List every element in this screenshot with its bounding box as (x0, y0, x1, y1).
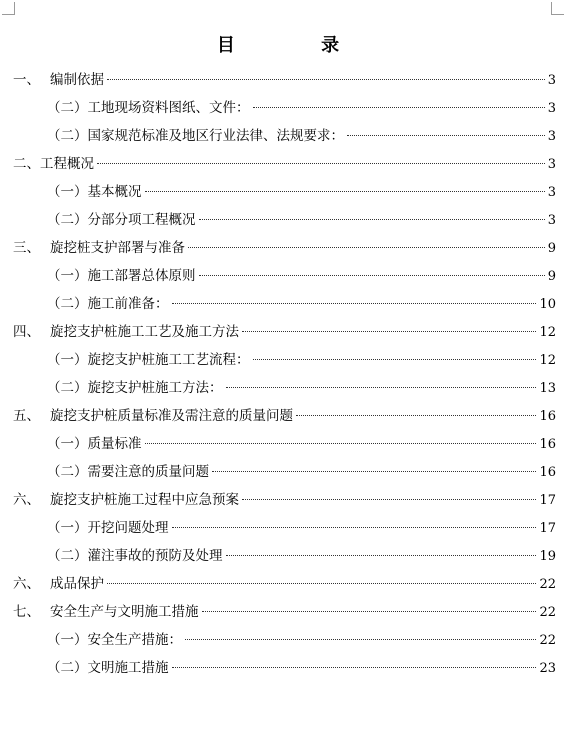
toc-entry-page-number: 13 (539, 381, 556, 396)
toc-entry-page-number: 9 (547, 241, 556, 256)
toc-subsection-entry[interactable] (13, 206, 556, 234)
toc-subsection-entry[interactable] (13, 262, 556, 290)
toc-entry-page-number: 3 (547, 101, 556, 116)
toc-entry-number: 五、 (13, 408, 40, 424)
toc-entry-label: （二）国家规范标准及地区行业法律、法规要求： (47, 128, 344, 144)
toc-dot-leader (172, 667, 537, 668)
toc-subsection-entry[interactable] (13, 514, 556, 542)
toc-section-entry[interactable] (13, 570, 556, 598)
toc-section-entry[interactable] (13, 598, 556, 626)
toc-subsection-entry[interactable] (13, 122, 556, 150)
toc-entry-page-number: 17 (539, 521, 556, 536)
toc-subsection-entry[interactable] (13, 430, 556, 458)
toc-dot-leader (199, 219, 545, 220)
toc-entry-number: 六、 (13, 492, 40, 508)
toc-subsection-entry[interactable] (13, 94, 556, 122)
toc-dot-leader (185, 639, 536, 640)
toc-entry-page-number: 22 (539, 577, 556, 592)
toc-entry-page-number: 12 (539, 353, 556, 368)
toc-entry-number: 四、 (13, 324, 40, 340)
toc-entry-number: 三、 (13, 240, 40, 256)
toc-dot-leader (107, 583, 536, 584)
toc-entry-label: 旋挖支护桩施工过程中应急预案 (50, 492, 239, 508)
toc-entry-label: （二）分部分项工程概况 (47, 212, 196, 228)
toc-dot-leader (145, 443, 537, 444)
toc-entry-label: （二）灌注事故的预防及处理 (47, 548, 223, 564)
toc-dot-leader (202, 611, 537, 612)
toc-entry-label: （一）施工部署总体原则 (47, 268, 196, 284)
toc-dot-leader (253, 107, 545, 108)
toc-subsection-entry[interactable] (13, 178, 556, 206)
toc-entry-page-number: 16 (539, 437, 556, 452)
toc-entry-page-number: 9 (547, 269, 556, 284)
toc-entry-page-number: 16 (539, 409, 556, 424)
toc-entry-number: 六、 (13, 576, 40, 592)
toc-entry-label: 安全生产与文明施工措施 (50, 604, 199, 620)
toc-entry-label: （一）质量标准 (47, 436, 142, 452)
toc-section-entry[interactable] (13, 234, 556, 262)
toc-subsection-entry[interactable] (13, 458, 556, 486)
toc-entry-page-number: 22 (539, 605, 556, 620)
toc-dot-leader (296, 415, 536, 416)
toc-subsection-entry[interactable] (13, 542, 556, 570)
toc-dot-leader (145, 191, 545, 192)
toc-entry-page-number: 12 (539, 325, 556, 340)
toc-entry-label: （一）基本概况 (47, 184, 142, 200)
toc-dot-leader (226, 555, 537, 556)
toc-title: 目 录 (216, 35, 380, 56)
toc-entry-label: 工程概况 (40, 156, 94, 172)
toc-entry-page-number: 3 (547, 129, 556, 144)
page-corner-mark-left (2, 2, 15, 15)
toc-dot-leader (242, 499, 536, 500)
toc-entry-label: （一）开挖问题处理 (47, 520, 169, 536)
page-corner-mark-right (551, 2, 564, 15)
toc-dot-leader (347, 135, 545, 136)
toc-entry-label: （一）安全生产措施： (47, 632, 182, 648)
toc-entry-page-number: 3 (547, 213, 556, 228)
toc-entry-label: （二）需要注意的质量问题 (47, 464, 209, 480)
toc-entry-label: 编制依据 (50, 72, 104, 88)
toc-subsection-entry[interactable] (13, 374, 556, 402)
toc-entry-label: （一）旋挖支护桩施工工艺流程： (47, 352, 250, 368)
toc-entry-page-number: 3 (547, 157, 556, 172)
toc-entry-label: （二）旋挖支护桩施工方法： (47, 380, 223, 396)
toc-entry-label: （二）文明施工措施 (47, 660, 169, 676)
toc-dot-leader (107, 79, 545, 80)
toc-entry-page-number: 22 (539, 633, 556, 648)
toc-dot-leader (242, 331, 536, 332)
table-of-contents (13, 66, 556, 682)
toc-dot-leader (172, 527, 537, 528)
toc-entry-label: （二）施工前准备： (47, 296, 169, 312)
toc-entry-page-number: 17 (539, 493, 556, 508)
toc-dot-leader (212, 471, 536, 472)
toc-section-entry[interactable] (13, 402, 556, 430)
toc-entry-page-number: 10 (539, 297, 556, 312)
toc-section-entry[interactable] (13, 150, 556, 178)
toc-dot-leader (97, 163, 545, 164)
toc-entry-label: （二）工地现场资料图纸、文件： (47, 100, 250, 116)
toc-entry-page-number: 3 (547, 185, 556, 200)
toc-subsection-entry[interactable] (13, 290, 556, 318)
toc-section-entry[interactable] (13, 66, 556, 94)
toc-entry-label: 旋挖桩支护部署与准备 (50, 240, 185, 256)
toc-entry-page-number: 23 (539, 661, 556, 676)
toc-dot-leader (226, 387, 537, 388)
toc-entry-number: 七、 (13, 604, 40, 620)
toc-section-entry[interactable] (13, 318, 556, 346)
toc-subsection-entry[interactable] (13, 346, 556, 374)
toc-entry-number: 二、 (13, 156, 40, 172)
toc-entry-label: 旋挖支护桩质量标准及需注意的质量问题 (50, 408, 293, 424)
toc-dot-leader (188, 247, 545, 248)
toc-entry-page-number: 16 (539, 465, 556, 480)
toc-section-entry[interactable] (13, 486, 556, 514)
toc-dot-leader (172, 303, 537, 304)
toc-entry-label: 旋挖支护桩施工工艺及施工方法 (50, 324, 239, 340)
toc-subsection-entry[interactable] (13, 626, 556, 654)
toc-dot-leader (199, 275, 545, 276)
toc-subsection-entry[interactable] (13, 654, 556, 682)
toc-entry-label: 成品保护 (50, 576, 104, 592)
toc-dot-leader (253, 359, 537, 360)
toc-entry-page-number: 3 (547, 73, 556, 88)
toc-entry-page-number: 19 (539, 549, 556, 564)
toc-entry-number: 一、 (13, 72, 40, 88)
